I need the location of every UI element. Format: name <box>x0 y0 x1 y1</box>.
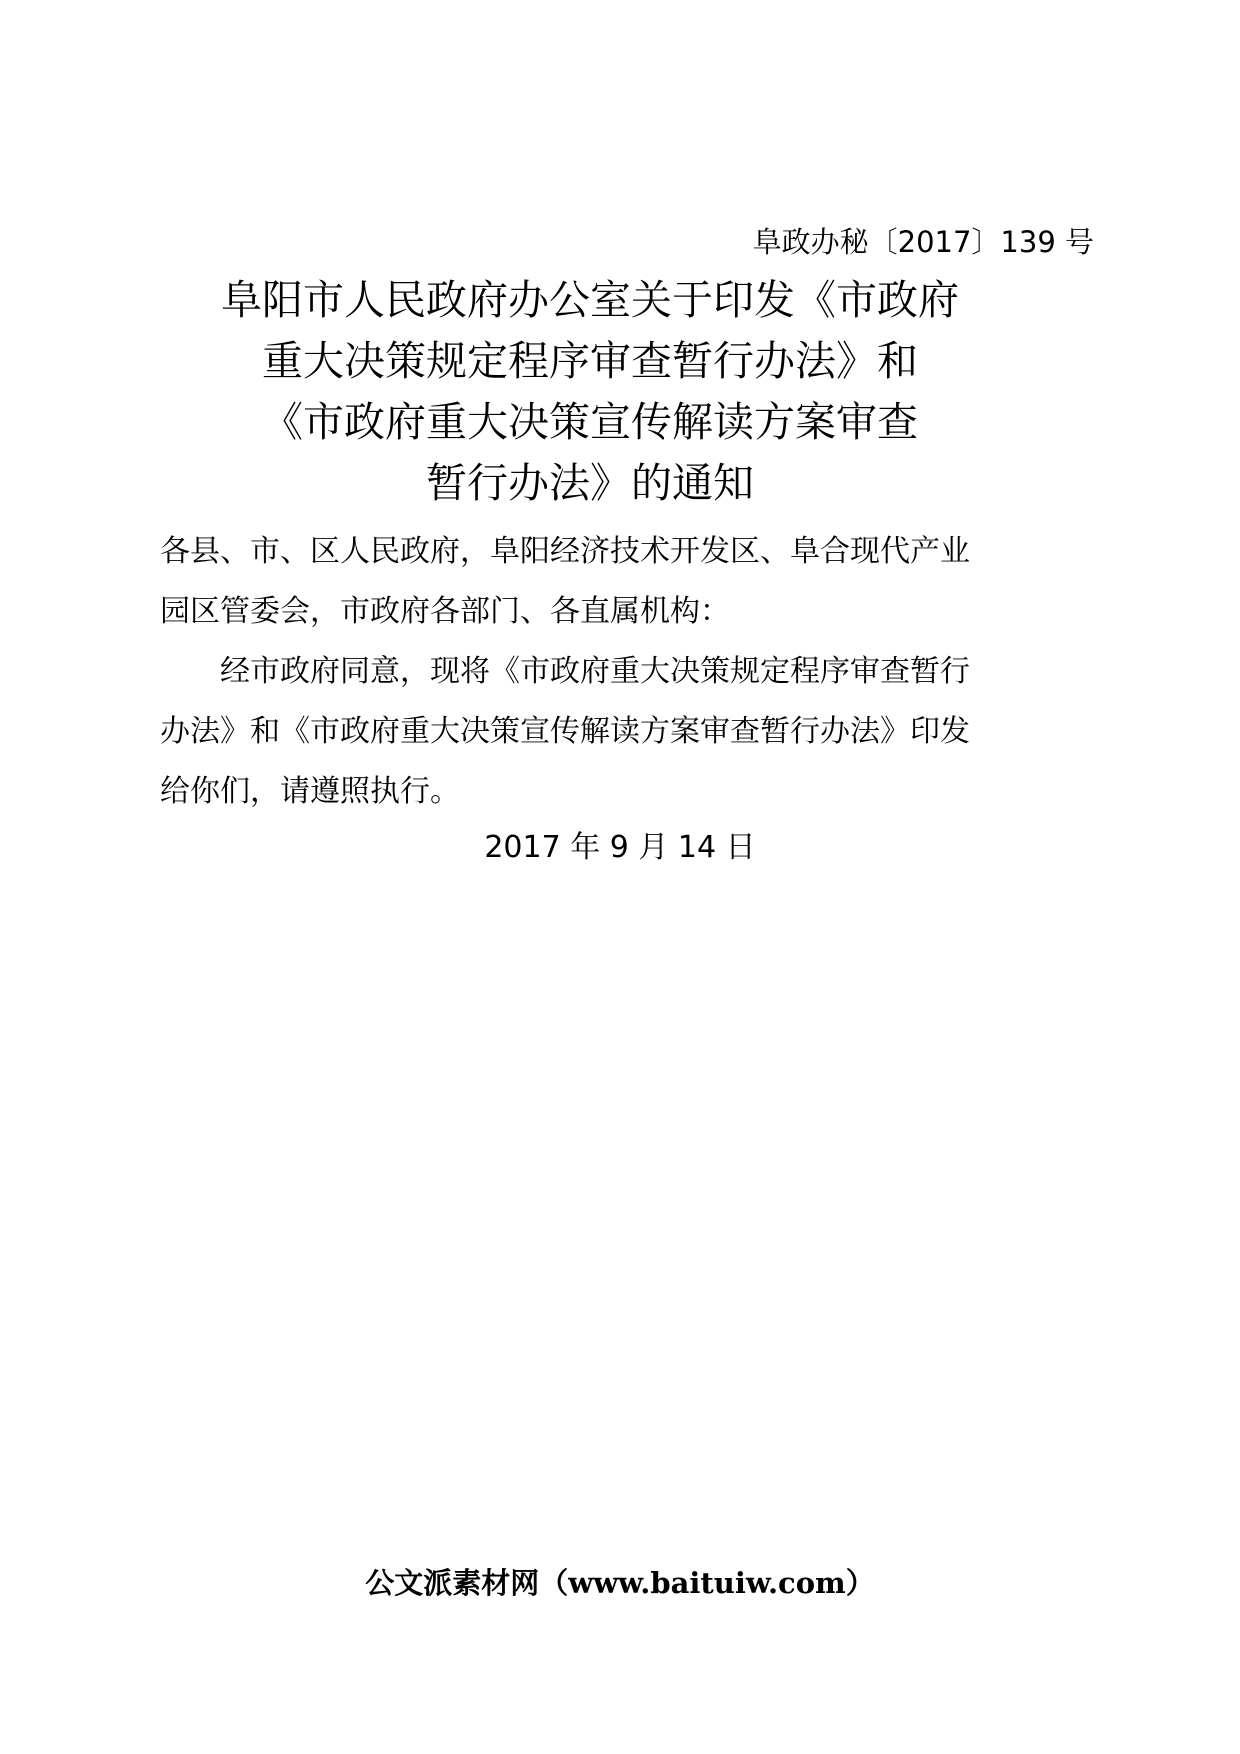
body-line: 经市政府同意，现将《市政府重大决策规定程序审查暂行 <box>160 654 970 689</box>
addressee-line: 园区管委会，市政府各部门、各直属机构： <box>160 594 730 629</box>
title-line: 重大决策规定程序审查暂行办法》和 <box>262 337 918 385</box>
addressee-line: 各县、市、区人民政府，阜阳经济技术开发区、阜合现代产业 <box>160 534 970 569</box>
addressee <box>160 522 1065 642</box>
body-line: 办法》和《市政府重大决策宣传解读方案审查暂行办法》印发 <box>160 714 970 749</box>
document-title <box>150 270 1030 514</box>
body-line: 给你们，请遵照执行。 <box>160 774 460 809</box>
document-number: 阜政办秘〔2017〕139 号 <box>752 225 1094 259</box>
body-paragraph <box>160 642 1065 822</box>
title-line: 《市政府重大决策宣传解读方案审查 <box>262 398 918 446</box>
title-line: 暂行办法》的通知 <box>426 459 754 507</box>
issue-date: 2017 年 9 月 14 日 <box>484 830 756 865</box>
title-line: 阜阳市人民政府办公室关于印发《市政府 <box>221 276 959 324</box>
footer-source: 公文派素材网（www.baituiw.com） <box>365 1566 875 1600</box>
